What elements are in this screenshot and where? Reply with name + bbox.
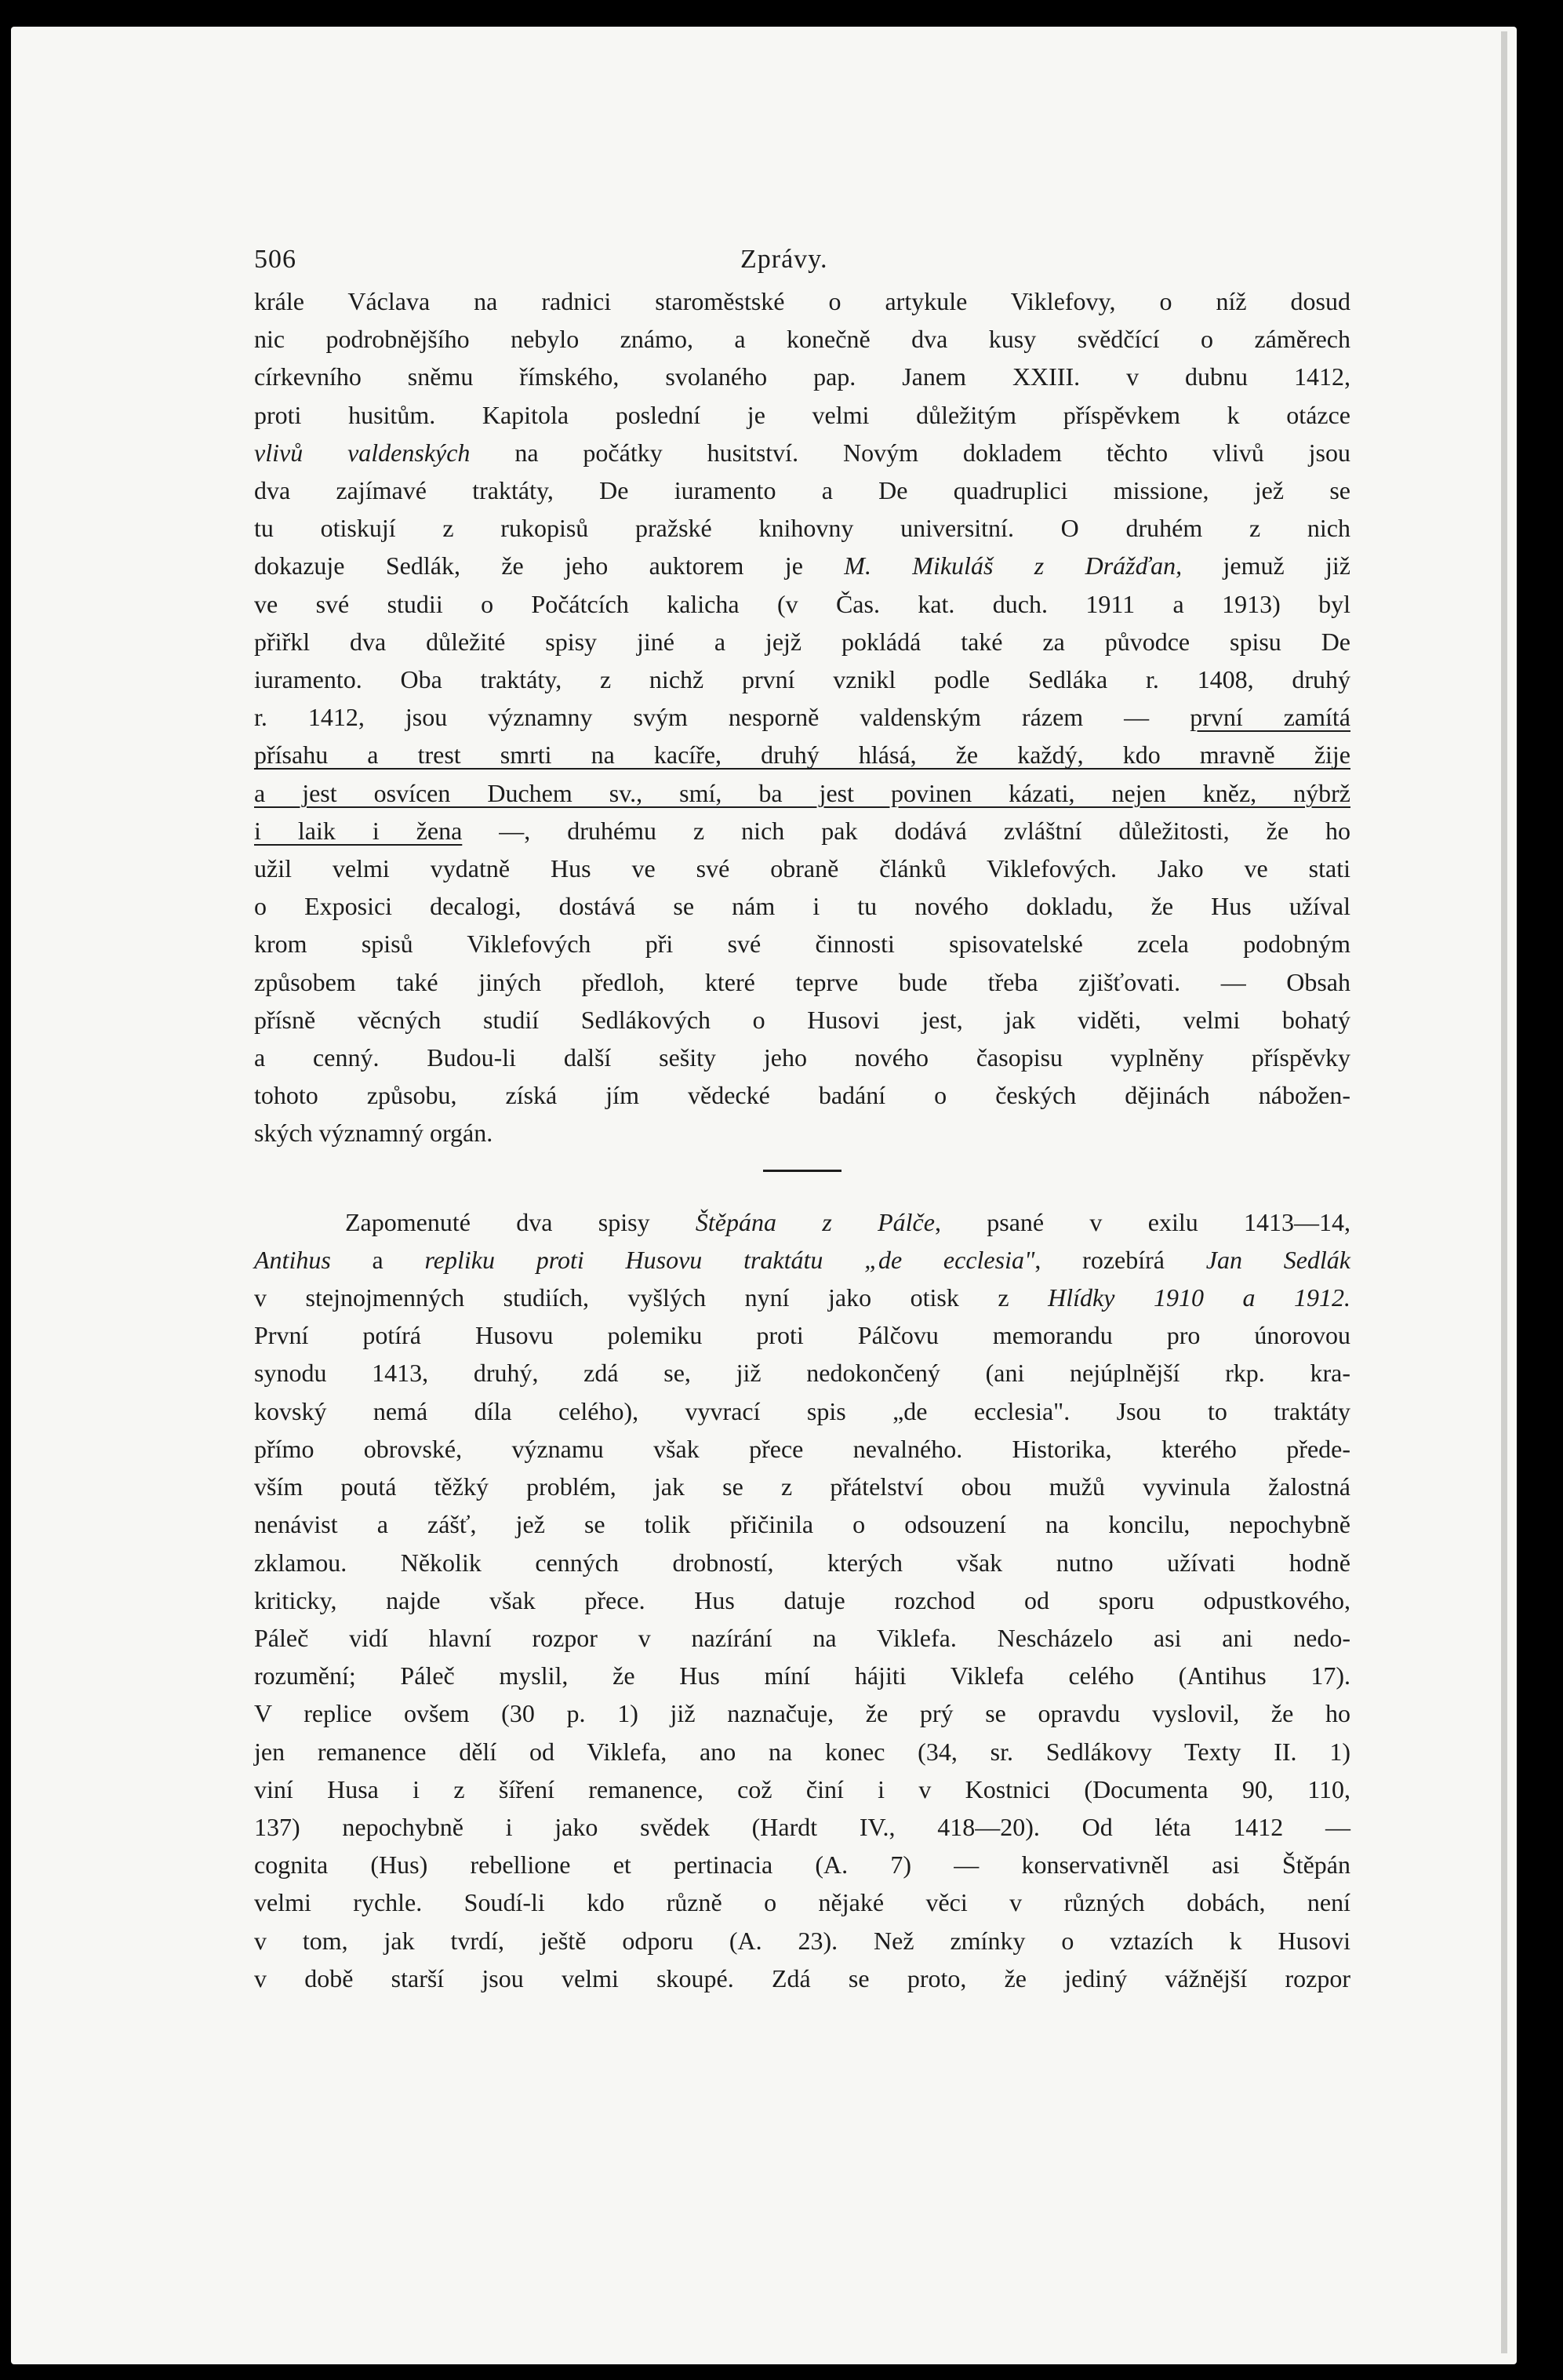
text-line: přiřkl dva důležité spisy jiné a jejž pokládá také za původce spisu De (254, 627, 1350, 656)
text-line: r. 1412, jsou významny svým nesporně valdenským rázem — první zamítá (254, 703, 1351, 732)
italic-author: Jan Sedlák (1205, 1245, 1351, 1274)
text-line: ve své studii o Počátcích kalicha (v Čas. kat. duch. 1911 a 1913) byl (254, 589, 1350, 618)
text-line: vlivů valdenských na počátky husitství. Novým dokladem těchto vlivů jsou (254, 438, 1351, 467)
text-line: nenávist a zášť, jež se tolik přičinila o odsouzení na koncilu, nepochybně (254, 1510, 1350, 1539)
section-title: Zprávy. (740, 245, 828, 274)
text-line: církevního sněmu římského, svolaného pap. Janem XXIII. v dubnu 1412, (254, 362, 1350, 391)
paragraph-2 (254, 1203, 1350, 1997)
underlined-line: a jest osvícen Duchem sv., smí, ba jest povinen kázati, nejen kněz, nýbrž (254, 778, 1350, 807)
text-line: a cenný. Budou-li další sešity jeho nového časopisu vyplněny příspěvky (254, 1043, 1350, 1072)
text-line: Antihus a repliku proti Husovu traktátu „de ecclesia", rozebírá Jan Sedlák (254, 1245, 1351, 1274)
text-line: proti husitům. Kapitola poslední je velmi důležitým příspěvkem k otázce (254, 400, 1350, 429)
text-line: dva zajímavé traktáty, De iuramento a De quadruplici missione, jež se (254, 476, 1350, 505)
italic-source: Hlídky 1910 a 1912. (1048, 1283, 1351, 1312)
text-line: i laik i žena —, druhému z nich pak dodává zvláštní důležitosti, že ho (254, 816, 1351, 845)
text-line: krom spisů Viklefových při své činnosti spisovatelské zcela podobným (254, 930, 1350, 959)
text-line: iuramento. Oba traktáty, z nichž první vznikl podle Sedláka r. 1408, druhý (254, 665, 1350, 694)
text-line: v době starší jsou velmi skoupé. Zdá se proto, že jediný vážnější rozpor (254, 1963, 1350, 1992)
text-line: o Exposici decalogi, dostává se nám i tu nového dokladu, že Hus užíval (254, 892, 1350, 921)
italic-title: Štěpána z Pálče (695, 1207, 935, 1236)
text-line: viní Husa i z šíření remanence, což činí i v Kostnici (Documenta 90, 110, (254, 1774, 1350, 1803)
text-line: Páleč vidí hlavní rozpor v nazírání na Viklefa. Nescházelo asi ani nedo- (254, 1623, 1350, 1652)
text-line: Zapomenuté dva spisy Štěpána z Pálče, psané v exilu 1413—14, (345, 1207, 1351, 1236)
text-line: cognita (Hus) rebellione et pertinacia (A. 7) — konservativněl asi Štěpán (254, 1851, 1350, 1880)
text-line: nic podrobnějšího nebylo známo, a konečně dva kusy svědčící o záměrech (254, 325, 1350, 354)
document-page (254, 235, 1350, 1997)
section-divider (763, 1170, 841, 1172)
paragraph-1 (254, 282, 1350, 1152)
underlined-phrase: i laik i žena (254, 816, 463, 845)
text-line: přísně věcných studií Sedlákových o Husovi jest, jak viděti, velmi bohatý (254, 1005, 1350, 1034)
text-line: zklamou. Několik cenných drobností, kterých však nutno užívati hodně (254, 1548, 1350, 1577)
text-line: První potírá Husovu polemiku proti Pálčovu memorandu pro únorovou (254, 1321, 1350, 1350)
text-line: krále Václava na radnici staroměstské o artykule Viklefovy, o níž dosud (254, 287, 1350, 315)
text-line: synodu 1413, druhý, zdá se, již nedokončený (ani nejúplnější rkp. kra- (254, 1359, 1350, 1388)
text-line: tohoto způsobu, získá jím vědecké badání o českých dějinách nábožen- (254, 1081, 1350, 1110)
text-line: tu otiskují z rukopisů pražské knihovny universitní. O druhém z nich (254, 514, 1350, 543)
text-line: velmi rychle. Soudí-li kdo různě o nějaké věci v různých dobách, není (254, 1888, 1350, 1917)
running-head (254, 235, 1350, 282)
underlined-line: přísahu a trest smrti na kacíře, druhý hlásá, že každý, kdo mravně žije (254, 741, 1350, 770)
page-edge (1501, 31, 1507, 2353)
text-line: jen remanence dělí od Viklefa, ano na konec (34, sr. Sedlákovy Texty II. 1) (254, 1737, 1350, 1766)
italic-title: Antihus (254, 1245, 331, 1274)
text-line: kriticky, najde však přece. Hus datuje rozchod od sporu odpustkového, (254, 1585, 1350, 1614)
text-line: V replice ovšem (30 p. 1) již naznačuje, že prý se opravdu vyslovil, že ho (254, 1699, 1350, 1728)
italic-author: M. Mikuláš z Drážďan, (844, 551, 1183, 580)
text-line: vším poutá těžký problém, jak se z přátelství obou mužů vyvinula žalostná (254, 1472, 1350, 1501)
text-line: rozumění; Páleč myslil, že Hus míní hájiti Viklefa celého (Antihus 17). (254, 1661, 1350, 1690)
text-line: ských významný orgán. (254, 1119, 493, 1148)
page-number: 506 (254, 245, 296, 274)
text-line: 137) nepochybně i jako svědek (Hardt IV., 418—20). Od léta 1412 — (254, 1812, 1350, 1841)
text-line: dokazuje Sedlák, že jeho auktorem je M. Mikuláš z Drážďan, jemuž již (254, 551, 1351, 580)
text-line: užil velmi vydatně Hus ve své obraně článků Viklefových. Jako ve stati (254, 854, 1350, 883)
text-line: v stejnojmenných studiích, vyšlých nyní jako otisk z Hlídky 1910 a 1912. (254, 1283, 1351, 1312)
text-line: kovský nemá díla celého), vyvrací spis „de ecclesia". Jsou to traktáty (254, 1396, 1350, 1425)
text-line: přímo obrovské, významu však přece nevalného. Historika, kterého přede- (254, 1434, 1350, 1463)
text-line: způsobem také jiných předloh, které teprve bude třeba zjišťovati. — Obsah (254, 967, 1350, 996)
italic-phrase: vlivů valdenských (254, 438, 471, 467)
text-line: v tom, jak tvrdí, ještě odporu (A. 23). Než zmínky o vztazích k Husovi (254, 1926, 1350, 1955)
italic-title: repliku proti Husovu traktátu „de ecclesia" (424, 1245, 1035, 1274)
underlined-phrase: první zamítá (1190, 703, 1351, 732)
